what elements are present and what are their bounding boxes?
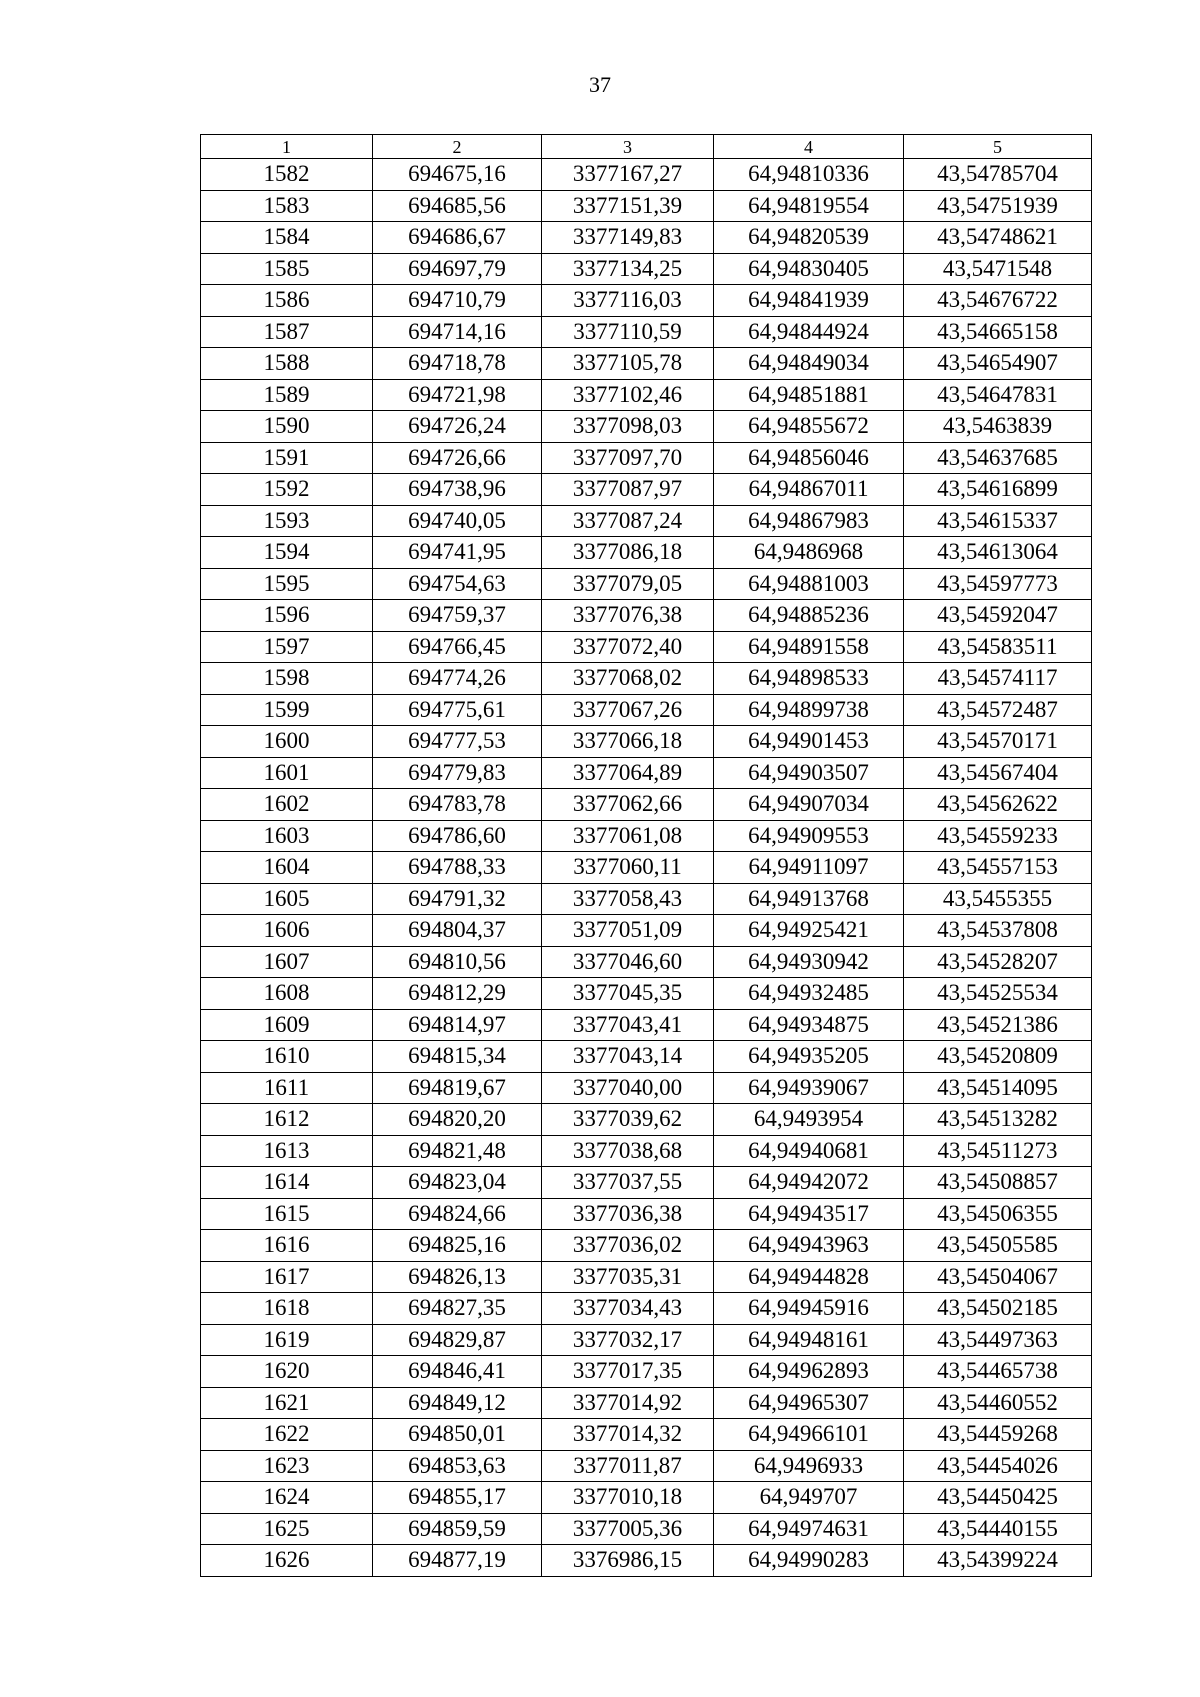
table-cell: 64,94925421 bbox=[714, 915, 904, 947]
table-cell: 1611 bbox=[201, 1072, 373, 1104]
table-row bbox=[201, 442, 1092, 474]
table-row bbox=[201, 505, 1092, 537]
table-cell: 694824,66 bbox=[373, 1198, 542, 1230]
table-cell: 43,54508857 bbox=[904, 1167, 1092, 1199]
table-cell: 43,5471548 bbox=[904, 253, 1092, 285]
table-cell: 3377068,02 bbox=[542, 663, 714, 695]
table-cell: 694846,41 bbox=[373, 1356, 542, 1388]
table-cell: 694810,56 bbox=[373, 946, 542, 978]
table-cell: 3377087,97 bbox=[542, 474, 714, 506]
table-cell: 694686,67 bbox=[373, 222, 542, 254]
table-cell: 43,54676722 bbox=[904, 285, 1092, 317]
table-cell: 64,94891558 bbox=[714, 631, 904, 663]
table-cell: 1610 bbox=[201, 1041, 373, 1073]
table-cell: 43,54511273 bbox=[904, 1135, 1092, 1167]
table-cell: 694726,66 bbox=[373, 442, 542, 474]
table-cell: 43,54537808 bbox=[904, 915, 1092, 947]
table-cell: 3377102,46 bbox=[542, 379, 714, 411]
table-cell: 1599 bbox=[201, 694, 373, 726]
table-cell: 43,54597773 bbox=[904, 568, 1092, 600]
table-cell: 64,9496933 bbox=[714, 1450, 904, 1482]
table-cell: 64,94810336 bbox=[714, 159, 904, 191]
table-cell: 1601 bbox=[201, 757, 373, 789]
coordinates-table bbox=[200, 134, 1092, 1577]
table-cell: 694850,01 bbox=[373, 1419, 542, 1451]
table-cell: 1608 bbox=[201, 978, 373, 1010]
table-cell: 3377058,43 bbox=[542, 883, 714, 915]
table-row bbox=[201, 789, 1092, 821]
column-header: 5 bbox=[904, 135, 1092, 159]
table-cell: 1612 bbox=[201, 1104, 373, 1136]
table-cell: 694710,79 bbox=[373, 285, 542, 317]
table-cell: 3377035,31 bbox=[542, 1261, 714, 1293]
table-cell: 694815,34 bbox=[373, 1041, 542, 1073]
table-cell: 694766,45 bbox=[373, 631, 542, 663]
table-cell: 3377064,89 bbox=[542, 757, 714, 789]
table-cell: 694819,67 bbox=[373, 1072, 542, 1104]
table-cell: 3377040,00 bbox=[542, 1072, 714, 1104]
table-cell: 64,94855672 bbox=[714, 411, 904, 443]
table-cell: 64,94939067 bbox=[714, 1072, 904, 1104]
table-cell: 1594 bbox=[201, 537, 373, 569]
table-row bbox=[201, 348, 1092, 380]
table-cell: 1603 bbox=[201, 820, 373, 852]
table-row bbox=[201, 1356, 1092, 1388]
table-cell: 1620 bbox=[201, 1356, 373, 1388]
table-cell: 3377017,35 bbox=[542, 1356, 714, 1388]
table-cell: 694740,05 bbox=[373, 505, 542, 537]
table-cell: 1604 bbox=[201, 852, 373, 884]
table-cell: 43,54785704 bbox=[904, 159, 1092, 191]
table-cell: 694714,16 bbox=[373, 316, 542, 348]
table-row bbox=[201, 600, 1092, 632]
table-cell: 694738,96 bbox=[373, 474, 542, 506]
table-cell: 3377037,55 bbox=[542, 1167, 714, 1199]
table-row bbox=[201, 820, 1092, 852]
table-cell: 3377039,62 bbox=[542, 1104, 714, 1136]
table-row bbox=[201, 190, 1092, 222]
table-cell: 694829,87 bbox=[373, 1324, 542, 1356]
table-cell: 43,54528207 bbox=[904, 946, 1092, 978]
table-cell: 694779,83 bbox=[373, 757, 542, 789]
table-cell: 694827,35 bbox=[373, 1293, 542, 1325]
table-cell: 64,94944828 bbox=[714, 1261, 904, 1293]
table-row bbox=[201, 474, 1092, 506]
table-cell: 43,54521386 bbox=[904, 1009, 1092, 1041]
table-cell: 43,54570171 bbox=[904, 726, 1092, 758]
table-cell: 694825,16 bbox=[373, 1230, 542, 1262]
table-cell: 43,54505585 bbox=[904, 1230, 1092, 1262]
table-cell: 1623 bbox=[201, 1450, 373, 1482]
table-cell: 64,94898533 bbox=[714, 663, 904, 695]
table-cell: 64,94932485 bbox=[714, 978, 904, 1010]
table-cell: 43,54399224 bbox=[904, 1545, 1092, 1577]
page-number: 37 bbox=[589, 72, 611, 97]
table-cell: 43,5463839 bbox=[904, 411, 1092, 443]
table-row bbox=[201, 694, 1092, 726]
table-cell: 3377043,41 bbox=[542, 1009, 714, 1041]
table-cell: 1609 bbox=[201, 1009, 373, 1041]
table-cell: 43,54654907 bbox=[904, 348, 1092, 380]
table-cell: 43,54514095 bbox=[904, 1072, 1092, 1104]
table-cell: 43,54748621 bbox=[904, 222, 1092, 254]
table-cell: 1593 bbox=[201, 505, 373, 537]
table-cell: 694877,19 bbox=[373, 1545, 542, 1577]
table-cell: 1596 bbox=[201, 600, 373, 632]
table-cell: 43,54637685 bbox=[904, 442, 1092, 474]
table-cell: 43,54513282 bbox=[904, 1104, 1092, 1136]
table-cell: 64,94965307 bbox=[714, 1387, 904, 1419]
table-cell: 64,94885236 bbox=[714, 600, 904, 632]
table-cell: 3377038,68 bbox=[542, 1135, 714, 1167]
table-row bbox=[201, 1135, 1092, 1167]
table-cell: 3377087,24 bbox=[542, 505, 714, 537]
table-cell: 694754,63 bbox=[373, 568, 542, 600]
table-cell: 3377036,02 bbox=[542, 1230, 714, 1262]
table-cell: 43,5455355 bbox=[904, 883, 1092, 915]
table-cell: 3376986,15 bbox=[542, 1545, 714, 1577]
table-cell: 43,54615337 bbox=[904, 505, 1092, 537]
table-cell: 64,94945916 bbox=[714, 1293, 904, 1325]
table-cell: 64,94820539 bbox=[714, 222, 904, 254]
table-cell: 3377032,17 bbox=[542, 1324, 714, 1356]
table-cell: 43,54567404 bbox=[904, 757, 1092, 789]
table-cell: 43,54613064 bbox=[904, 537, 1092, 569]
table-cell: 694721,98 bbox=[373, 379, 542, 411]
table-cell: 3377011,87 bbox=[542, 1450, 714, 1482]
table-row bbox=[201, 726, 1092, 758]
table-cell: 694855,17 bbox=[373, 1482, 542, 1514]
table-row bbox=[201, 1261, 1092, 1293]
table-cell: 3377110,59 bbox=[542, 316, 714, 348]
table-cell: 3377116,03 bbox=[542, 285, 714, 317]
table-cell: 43,54572487 bbox=[904, 694, 1092, 726]
table-cell: 3377045,35 bbox=[542, 978, 714, 1010]
table-cell: 3377079,05 bbox=[542, 568, 714, 600]
table-cell: 1597 bbox=[201, 631, 373, 663]
table-cell: 694726,24 bbox=[373, 411, 542, 443]
table-row bbox=[201, 1230, 1092, 1262]
table-cell: 694859,59 bbox=[373, 1513, 542, 1545]
table-cell: 3377072,40 bbox=[542, 631, 714, 663]
table-cell: 694820,20 bbox=[373, 1104, 542, 1136]
table-cell: 64,94844924 bbox=[714, 316, 904, 348]
table-cell: 3377014,32 bbox=[542, 1419, 714, 1451]
table-row bbox=[201, 316, 1092, 348]
table-cell: 1624 bbox=[201, 1482, 373, 1514]
table-cell: 1587 bbox=[201, 316, 373, 348]
table-cell: 694775,61 bbox=[373, 694, 542, 726]
table-cell: 1619 bbox=[201, 1324, 373, 1356]
table-cell: 64,9486968 bbox=[714, 537, 904, 569]
table-cell: 64,9493954 bbox=[714, 1104, 904, 1136]
table-cell: 43,54520809 bbox=[904, 1041, 1092, 1073]
table-cell: 3377076,38 bbox=[542, 600, 714, 632]
table-cell: 64,94934875 bbox=[714, 1009, 904, 1041]
table-cell: 694777,53 bbox=[373, 726, 542, 758]
table-cell: 3377005,36 bbox=[542, 1513, 714, 1545]
table-cell: 694814,97 bbox=[373, 1009, 542, 1041]
table-row bbox=[201, 883, 1092, 915]
table-cell: 43,54504067 bbox=[904, 1261, 1092, 1293]
table-row bbox=[201, 1513, 1092, 1545]
table-cell: 1592 bbox=[201, 474, 373, 506]
table-cell: 64,94911097 bbox=[714, 852, 904, 884]
table-row bbox=[201, 1419, 1092, 1451]
table-cell: 43,54454026 bbox=[904, 1450, 1092, 1482]
table-cell: 64,94841939 bbox=[714, 285, 904, 317]
table-cell: 694823,04 bbox=[373, 1167, 542, 1199]
table-row bbox=[201, 757, 1092, 789]
table-cell: 1589 bbox=[201, 379, 373, 411]
table-cell: 3377062,66 bbox=[542, 789, 714, 821]
table-row bbox=[201, 852, 1092, 884]
table-row bbox=[201, 631, 1092, 663]
table-cell: 64,94867983 bbox=[714, 505, 904, 537]
table-cell: 1590 bbox=[201, 411, 373, 443]
table-row bbox=[201, 1198, 1092, 1230]
table-cell: 64,94974631 bbox=[714, 1513, 904, 1545]
table-cell: 1602 bbox=[201, 789, 373, 821]
table-cell: 694697,79 bbox=[373, 253, 542, 285]
table-cell: 43,54583511 bbox=[904, 631, 1092, 663]
table-cell: 694812,29 bbox=[373, 978, 542, 1010]
table-body bbox=[201, 159, 1092, 1577]
table-cell: 1605 bbox=[201, 883, 373, 915]
table-cell: 1626 bbox=[201, 1545, 373, 1577]
table-row bbox=[201, 285, 1092, 317]
table-cell: 3377149,83 bbox=[542, 222, 714, 254]
table-cell: 43,54506355 bbox=[904, 1198, 1092, 1230]
table-cell: 64,94942072 bbox=[714, 1167, 904, 1199]
table-cell: 64,94903507 bbox=[714, 757, 904, 789]
table-cell: 1584 bbox=[201, 222, 373, 254]
column-header: 3 bbox=[542, 135, 714, 159]
table-cell: 64,94830405 bbox=[714, 253, 904, 285]
table-row bbox=[201, 1450, 1092, 1482]
table-row bbox=[201, 978, 1092, 1010]
table-cell: 43,54465738 bbox=[904, 1356, 1092, 1388]
table-row bbox=[201, 915, 1092, 947]
table-cell: 1613 bbox=[201, 1135, 373, 1167]
table-row bbox=[201, 663, 1092, 695]
table-cell: 3377014,92 bbox=[542, 1387, 714, 1419]
table-cell: 694718,78 bbox=[373, 348, 542, 380]
table-cell: 3377061,08 bbox=[542, 820, 714, 852]
table-cell: 3377046,60 bbox=[542, 946, 714, 978]
table-cell: 43,54665158 bbox=[904, 316, 1092, 348]
table-cell: 694741,95 bbox=[373, 537, 542, 569]
table-cell: 64,94851881 bbox=[714, 379, 904, 411]
table-cell: 43,54450425 bbox=[904, 1482, 1092, 1514]
table-cell: 64,94962893 bbox=[714, 1356, 904, 1388]
table-cell: 43,54459268 bbox=[904, 1419, 1092, 1451]
table-cell: 3377010,18 bbox=[542, 1482, 714, 1514]
table-cell: 3377036,38 bbox=[542, 1198, 714, 1230]
table-cell: 43,54502185 bbox=[904, 1293, 1092, 1325]
table-cell: 694804,37 bbox=[373, 915, 542, 947]
table-cell: 1607 bbox=[201, 946, 373, 978]
table-cell: 3377034,43 bbox=[542, 1293, 714, 1325]
table-row bbox=[201, 946, 1092, 978]
table-cell: 43,54525534 bbox=[904, 978, 1092, 1010]
table-cell: 64,94948161 bbox=[714, 1324, 904, 1356]
table-cell: 3377167,27 bbox=[542, 159, 714, 191]
table-cell: 694791,32 bbox=[373, 883, 542, 915]
table-row bbox=[201, 1482, 1092, 1514]
table-cell: 43,54440155 bbox=[904, 1513, 1092, 1545]
table-cell: 1617 bbox=[201, 1261, 373, 1293]
table-cell: 694821,48 bbox=[373, 1135, 542, 1167]
table-row bbox=[201, 537, 1092, 569]
table-row bbox=[201, 568, 1092, 600]
table-row bbox=[201, 1104, 1092, 1136]
column-header: 1 bbox=[201, 135, 373, 159]
table-cell: 43,54559233 bbox=[904, 820, 1092, 852]
table-cell: 1614 bbox=[201, 1167, 373, 1199]
table-cell: 43,54751939 bbox=[904, 190, 1092, 222]
table-cell: 64,94930942 bbox=[714, 946, 904, 978]
table-cell: 694826,13 bbox=[373, 1261, 542, 1293]
table-cell: 1615 bbox=[201, 1198, 373, 1230]
table-cell: 1588 bbox=[201, 348, 373, 380]
table-row bbox=[201, 1041, 1092, 1073]
table-cell: 1585 bbox=[201, 253, 373, 285]
table-cell: 64,94899738 bbox=[714, 694, 904, 726]
table-row bbox=[201, 411, 1092, 443]
table-cell: 3377051,09 bbox=[542, 915, 714, 947]
table-cell: 694774,26 bbox=[373, 663, 542, 695]
table-cell: 694675,16 bbox=[373, 159, 542, 191]
table-cell: 43,54647831 bbox=[904, 379, 1092, 411]
table-cell: 64,949707 bbox=[714, 1482, 904, 1514]
table-cell: 1600 bbox=[201, 726, 373, 758]
table-row bbox=[201, 1167, 1092, 1199]
table-row bbox=[201, 1545, 1092, 1577]
table-cell: 43,54557153 bbox=[904, 852, 1092, 884]
table-cell: 64,94943963 bbox=[714, 1230, 904, 1262]
table-cell: 3377043,14 bbox=[542, 1041, 714, 1073]
table-cell: 694849,12 bbox=[373, 1387, 542, 1419]
table-cell: 43,54497363 bbox=[904, 1324, 1092, 1356]
table-cell: 1582 bbox=[201, 159, 373, 191]
table-cell: 1595 bbox=[201, 568, 373, 600]
table-cell: 64,94819554 bbox=[714, 190, 904, 222]
table-cell: 3377086,18 bbox=[542, 537, 714, 569]
table-row bbox=[201, 159, 1092, 191]
table-cell: 64,94881003 bbox=[714, 568, 904, 600]
table-cell: 43,54562622 bbox=[904, 789, 1092, 821]
table-cell: 64,94907034 bbox=[714, 789, 904, 821]
table-cell: 3377097,70 bbox=[542, 442, 714, 474]
table-cell: 64,94966101 bbox=[714, 1419, 904, 1451]
table-row bbox=[201, 1324, 1092, 1356]
table-cell: 64,94990283 bbox=[714, 1545, 904, 1577]
table-cell: 64,94849034 bbox=[714, 348, 904, 380]
table-cell: 1598 bbox=[201, 663, 373, 695]
table-cell: 43,54460552 bbox=[904, 1387, 1092, 1419]
table-cell: 694786,60 bbox=[373, 820, 542, 852]
table-cell: 64,94913768 bbox=[714, 883, 904, 915]
table-cell: 3377060,11 bbox=[542, 852, 714, 884]
table-cell: 694788,33 bbox=[373, 852, 542, 884]
table-cell: 43,54616899 bbox=[904, 474, 1092, 506]
table-row bbox=[201, 1293, 1092, 1325]
table-row bbox=[201, 1387, 1092, 1419]
table-cell: 3377151,39 bbox=[542, 190, 714, 222]
table-cell: 64,94867011 bbox=[714, 474, 904, 506]
table-cell: 3377105,78 bbox=[542, 348, 714, 380]
table-cell: 694685,56 bbox=[373, 190, 542, 222]
table-cell: 43,54592047 bbox=[904, 600, 1092, 632]
table-header-row bbox=[201, 135, 1092, 159]
table-cell: 43,54574117 bbox=[904, 663, 1092, 695]
table-cell: 1621 bbox=[201, 1387, 373, 1419]
table-cell: 64,94909553 bbox=[714, 820, 904, 852]
table-cell: 1583 bbox=[201, 190, 373, 222]
table-cell: 694783,78 bbox=[373, 789, 542, 821]
table-cell: 1625 bbox=[201, 1513, 373, 1545]
table-cell: 1622 bbox=[201, 1419, 373, 1451]
table-row bbox=[201, 1009, 1092, 1041]
table-cell: 1606 bbox=[201, 915, 373, 947]
table-cell: 3377134,25 bbox=[542, 253, 714, 285]
table-cell: 64,94856046 bbox=[714, 442, 904, 474]
table-cell: 1586 bbox=[201, 285, 373, 317]
column-header: 4 bbox=[714, 135, 904, 159]
table-cell: 64,94901453 bbox=[714, 726, 904, 758]
table-cell: 3377067,26 bbox=[542, 694, 714, 726]
table-row bbox=[201, 222, 1092, 254]
table-cell: 3377098,03 bbox=[542, 411, 714, 443]
table-cell: 1591 bbox=[201, 442, 373, 474]
table-row bbox=[201, 379, 1092, 411]
table-row bbox=[201, 253, 1092, 285]
table-cell: 64,94940681 bbox=[714, 1135, 904, 1167]
table-cell: 1618 bbox=[201, 1293, 373, 1325]
table-cell: 64,94935205 bbox=[714, 1041, 904, 1073]
table-cell: 3377066,18 bbox=[542, 726, 714, 758]
column-header: 2 bbox=[373, 135, 542, 159]
table-cell: 694759,37 bbox=[373, 600, 542, 632]
table-cell: 694853,63 bbox=[373, 1450, 542, 1482]
table-row bbox=[201, 1072, 1092, 1104]
table-cell: 1616 bbox=[201, 1230, 373, 1262]
table-cell: 64,94943517 bbox=[714, 1198, 904, 1230]
